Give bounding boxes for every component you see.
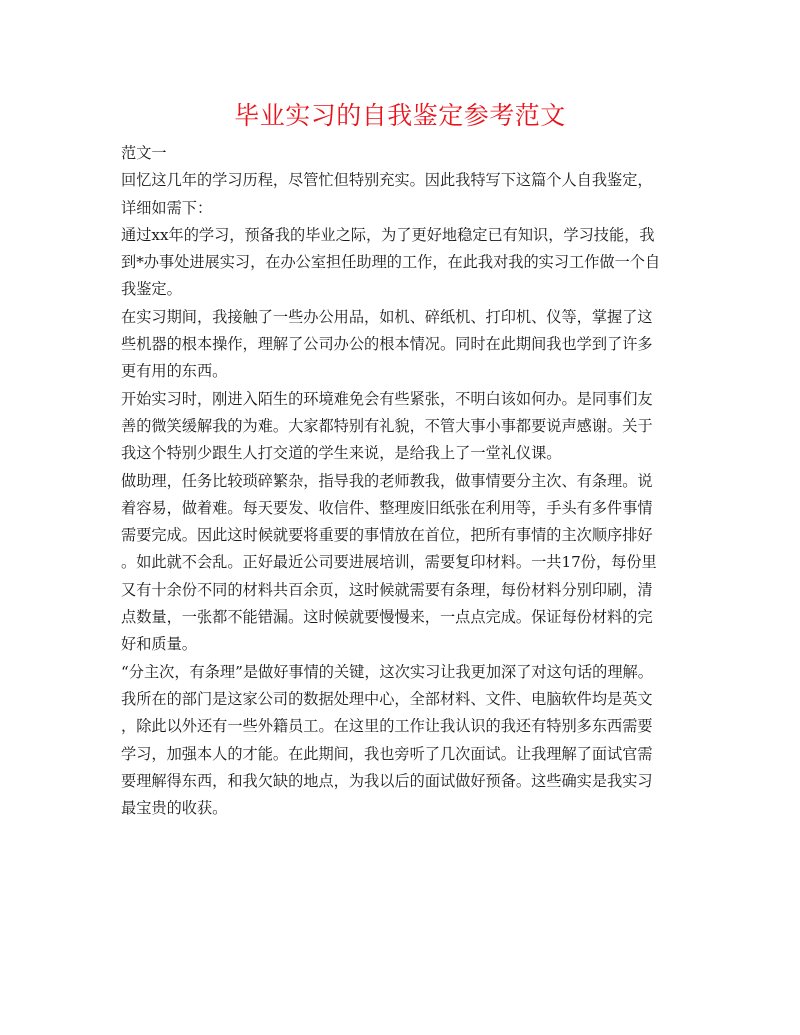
- body-text-line: 着容易，做着难。每天要发、收信件、整理废旧纸张在利用等，手头有多件事情: [121, 498, 653, 517]
- section-heading: 范文一: [121, 144, 167, 162]
- body-text-line: 点数量，一张都不能错漏。这时候就要慢慢来，一点点完成。保证每份材料的完: [121, 608, 653, 627]
- body-text-line: 又有十余份不同的材料共百余页，这时候就需要有条理，每份材料分别印刷，清: [121, 580, 653, 599]
- body-text-line: 更有用的东西。: [121, 362, 228, 381]
- body-text-line: 我鉴定。: [121, 280, 182, 299]
- body-text-line: 通过xx年的学习，预备我的毕业之际，为了更好地稳定已有知识，学习技能，我: [121, 225, 655, 244]
- body-text-line: 我所在的部门是这家公司的数据处理中心，全部材料、文件、电脑软件均是英文: [121, 689, 653, 708]
- body-text-line: 回忆这几年的学习历程，尽管忙但特别充实。因此我特写下这篇个人自我鉴定，: [121, 171, 653, 190]
- body-text-line: 学习，加强本人的才能。在此期间，我也旁听了几次面试。让我理解了面试官需: [121, 744, 653, 763]
- document-title: 毕业实习的自我鉴定参考范文: [234, 101, 566, 130]
- body-text-line: 我这个特别少跟生人打交道的学生来说，是给我上了一堂礼仪课。: [121, 444, 562, 463]
- body-text-line: 些机器的根本操作，理解了公司办公的根本情况。同时在此期间我也学到了许多: [121, 335, 653, 354]
- body-text-line: 最宝贵的收获。: [121, 799, 228, 818]
- body-text-line: 做助理，任务比较琐碎繁杂，指导我的老师教我，做事情要分主次、有条理。说: [121, 471, 653, 490]
- body-text-line: 需要完成。因此这时候就要将重要的事情放在首位，把所有事情的主次顺序排好: [121, 526, 653, 545]
- body-text-line: 好和质量。: [121, 635, 197, 654]
- body-text-line: 开始实习时，刚进入陌生的环境难免会有些紧张，不明白该如何办。是同事们友: [121, 389, 653, 408]
- body-text-line: 善的微笑缓解我的为难。大家都特别有礼貌，不管大事小事都要说声感谢。关于: [121, 416, 653, 435]
- body-text-line: 到*办事处进展实习，在办公室担任助理的工作，在此我对我的实习工作做一个自: [121, 253, 661, 272]
- document-body: [121, 140, 681, 822]
- body-text-line: 。如此就不会乱。正好最近公司要进展培训，需要复印材料。一共17份，每份里: [121, 553, 657, 572]
- body-text-line: “分主次，有条理”是做好事情的关键，这次实习让我更加深了对这句话的理解。: [121, 662, 653, 681]
- body-text-line: 详细如需下：: [121, 198, 213, 217]
- body-text-line: 在实习期间，我接触了一些办公用品，如机、碎纸机、打印机、仪等，掌握了这: [121, 307, 653, 326]
- body-text-line: ，除此以外还有一些外籍员工。在这里的工作让我认识的我还有特别多东西需要: [121, 717, 653, 736]
- body-text-line: 要理解得东西，和我欠缺的地点，为我以后的面试做好预备。这些确实是我实习: [121, 771, 653, 790]
